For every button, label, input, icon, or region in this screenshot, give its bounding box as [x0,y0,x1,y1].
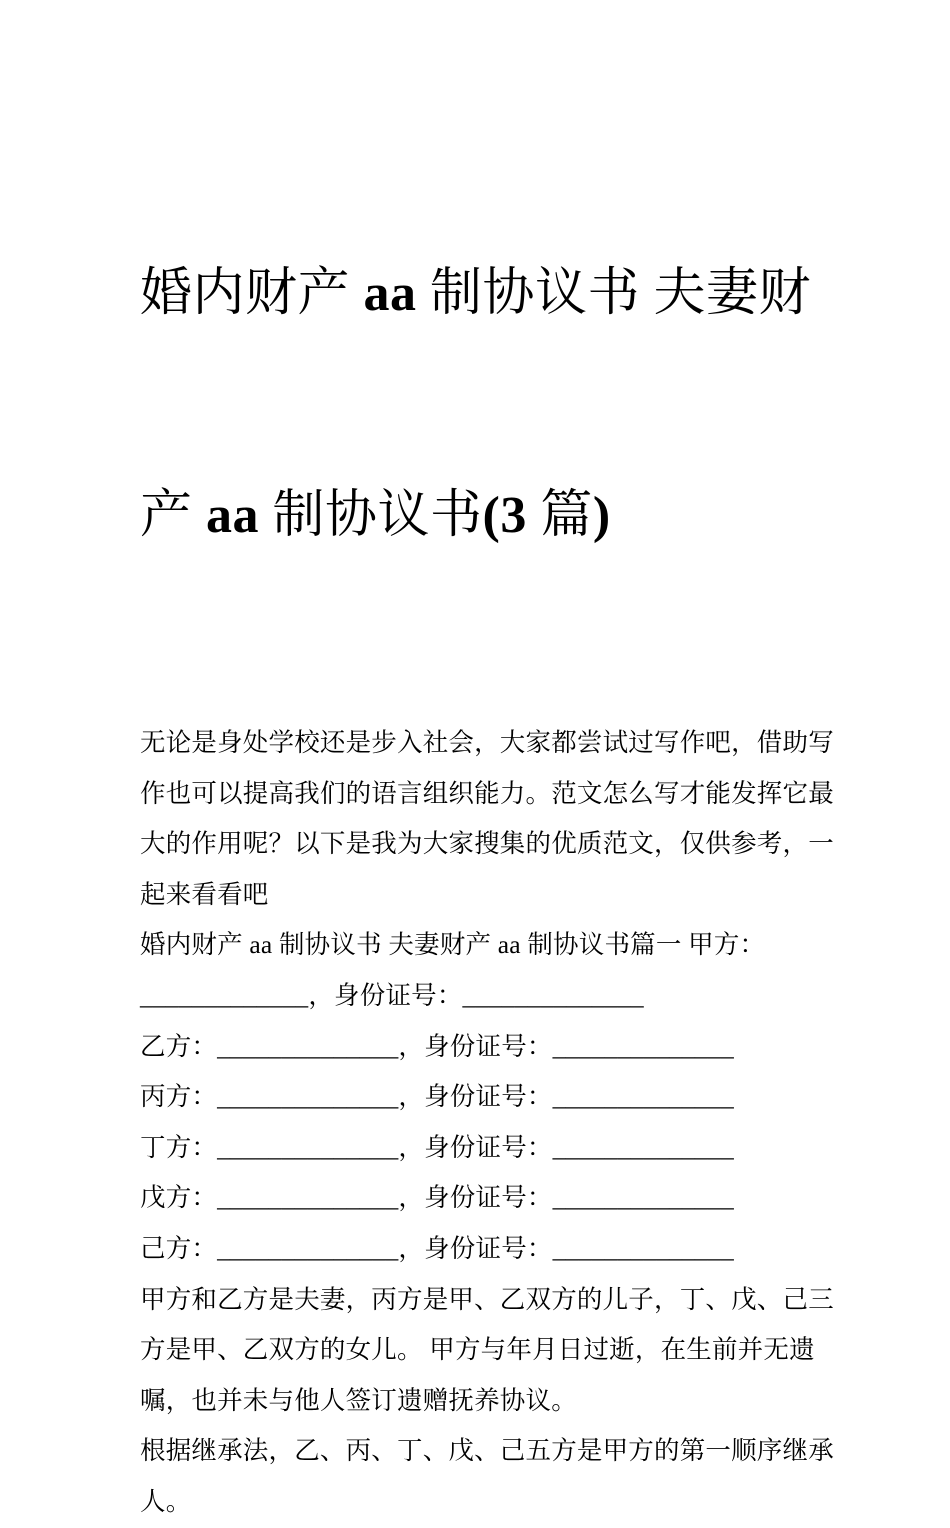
title-segment: 婚内财产 [140,265,364,322]
title-segment: 制协议书 [259,487,483,544]
party-row: 乙方：______________，身份证号：______________ [140,1031,734,1061]
paragraph-line: 起来看看吧 [140,879,269,909]
party-row: 戊方：______________，身份证号：______________ [140,1183,734,1213]
title-segment: 制协议书 夫妻财 [416,265,812,322]
party-row: 丁方：______________，身份证号：______________ [140,1132,734,1162]
paragraph-line: 嘱，也并未与他人签订遗赠抚养协议。 [140,1385,577,1415]
party-a-blank-line: _____________，身份证号：______________ [140,980,644,1010]
paragraph-line: 无论是身处学校还是步入社会，大家都尝试过写作吧，借助写 [140,728,834,757]
title-segment: aa [363,265,417,322]
title-segment: 产 [140,487,207,544]
paragraph-line: 大的作用呢？以下是我为大家搜集的优质范文，仅供参考，一 [140,829,834,859]
agreement-parties-section [140,920,830,1274]
paragraph-line: 人。 [140,1486,192,1516]
paragraph-line: 根据继承法，乙、丙、丁、戊、己五方是甲方的第一顺序继承 [140,1436,834,1466]
document-page [0,109,950,1516]
title-segment: aa [206,487,260,544]
document-body [140,718,834,1528]
party-row: 丙方：______________，身份证号：______________ [140,1082,734,1112]
party-row: 己方：______________，身份证号：______________ [140,1233,734,1263]
section-heading-line: 婚内财产 aa 制协议书 夫妻财产 aa 制协议书篇一 甲方： [140,930,766,960]
title-segment: 篇 [526,487,593,544]
title-segment: ) [592,487,611,544]
inheritance-paragraph [140,1426,834,1527]
intro-paragraph [140,718,834,920]
family-relations-paragraph [140,1275,834,1427]
paragraph-line: 作也可以提高我们的语言组织能力。范文怎么写才能发挥它最 [140,778,834,808]
title-line-2 [140,479,830,553]
paragraph-line: 甲方和乙方是夫妻，丙方是甲、乙双方的儿子，丁、戊、己三 [140,1284,834,1314]
title-line-1 [140,257,830,331]
title-segment: (3 [482,487,527,544]
document-title [140,109,830,701]
paragraph-line: 方是甲、乙双方的女儿。 甲方与年月日过逝，在生前并无遗 [140,1335,815,1365]
